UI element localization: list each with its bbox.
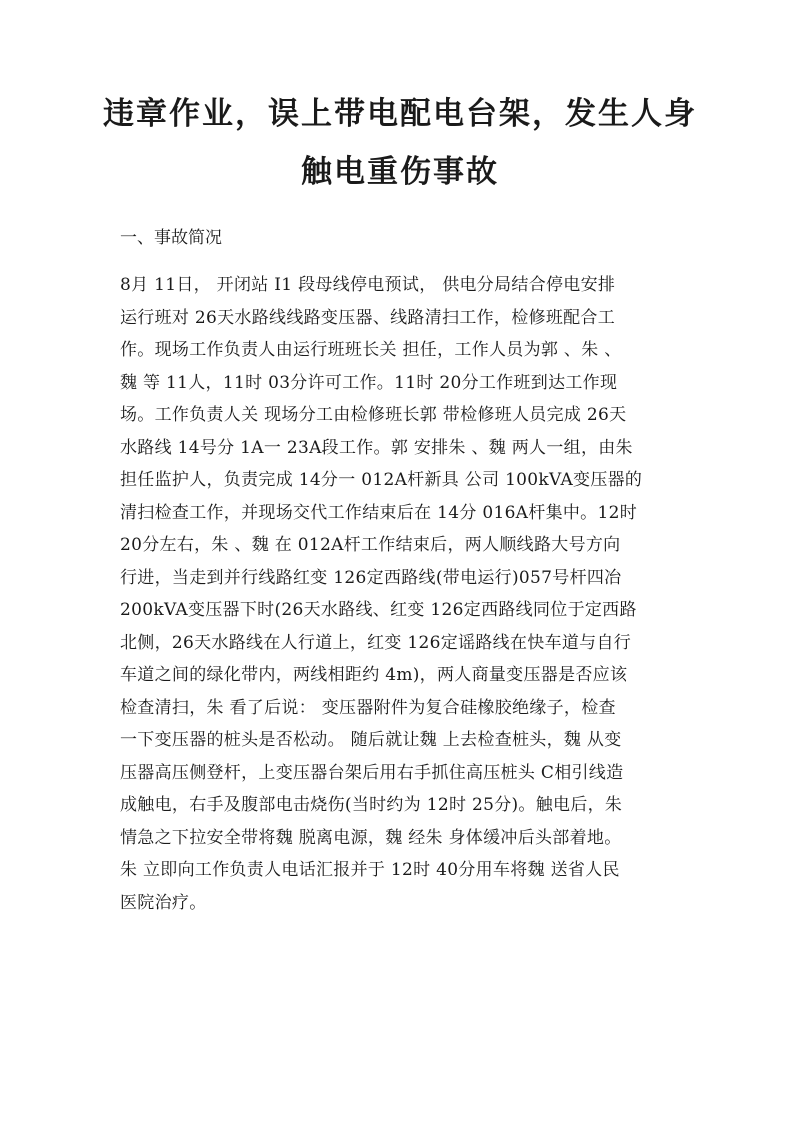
- section-heading: 一、事故简况: [120, 228, 222, 248]
- body-line: 行进，当走到并行线路红变 126定西路线(带电运行)057号杆四冶: [120, 567, 622, 588]
- body-line: 压器高压侧登杆，上变压器台架后用右手抓住高压桩头 C相引线造: [120, 762, 624, 783]
- document-title-line-1: 违章作业，误上带电配电台架，发生人身: [103, 96, 697, 132]
- body-line: 一下变压器的桩头是否松动。 随后就让魏 上去检查桩头，魏 从变: [120, 730, 622, 750]
- body-paragraph: [120, 269, 680, 919]
- body-line: 200kVA变压器下时(26天水路线、红变 126定西路线同位于定西路: [120, 600, 637, 620]
- body-line: 成触电，右手及腹部电击烧伤(当时约为 12时 25分)。触电后，朱: [120, 795, 623, 815]
- body-line: 朱 立即向工作负责人电话汇报并于 12时 40分用车将魏 送省人民: [120, 860, 620, 880]
- body-line: 场。工作负责人关 现场分工由检修班长郭 带检修班人员完成 26天: [120, 405, 627, 425]
- body-line: 清扫检查工作，并现场交代工作结束后在 14分 016A杆集中。12时: [120, 502, 637, 523]
- body-line: 医院治疗。: [120, 892, 207, 913]
- body-line: 水路线 14号分 1A一 23A段工作。郭 安排朱 、魏 两人一组，由朱: [120, 437, 633, 458]
- body-line: 魏 等 11人，11时 03分许可工作。11时 20分工作班到达工作现: [120, 372, 618, 393]
- body-line: 北侧，26天水路线在人行道上，红变 126定谣路线在快车道与自行: [120, 632, 632, 653]
- body-line: 8月 11日， 开闭站 I1 段母线停电预试， 供电分局结合停电安排: [120, 275, 616, 295]
- body-line: 情急之下拉安全带将魏 脱离电源，魏 经朱 身体缓冲后头部着地。: [120, 827, 622, 848]
- body-line: 车道之间的绿化带内，两线相距约 4m)，两人商量变压器是否应该: [120, 665, 628, 685]
- body-line: 运行班对 26天水路线线路变压器、线路清扫工作，检修班配合工: [120, 307, 616, 328]
- body-line: 担任监护人，负责完成 14分一 012A杆新具 公司 100kVA变压器的: [120, 470, 643, 490]
- body-line: 20分左右，朱 、魏 在 012A杆工作结束后，两人顺线路大号方向: [120, 535, 621, 555]
- body-line: 检查清扫，朱 看了后说： 变压器附件为复合硅橡胶绝缘子，检查: [120, 697, 616, 718]
- body-line: 作。现场工作负责人由运行班班长关 担任，工作人员为郭 、朱 、: [120, 340, 622, 360]
- document-title-line-2: 触电重伤事故: [301, 154, 499, 190]
